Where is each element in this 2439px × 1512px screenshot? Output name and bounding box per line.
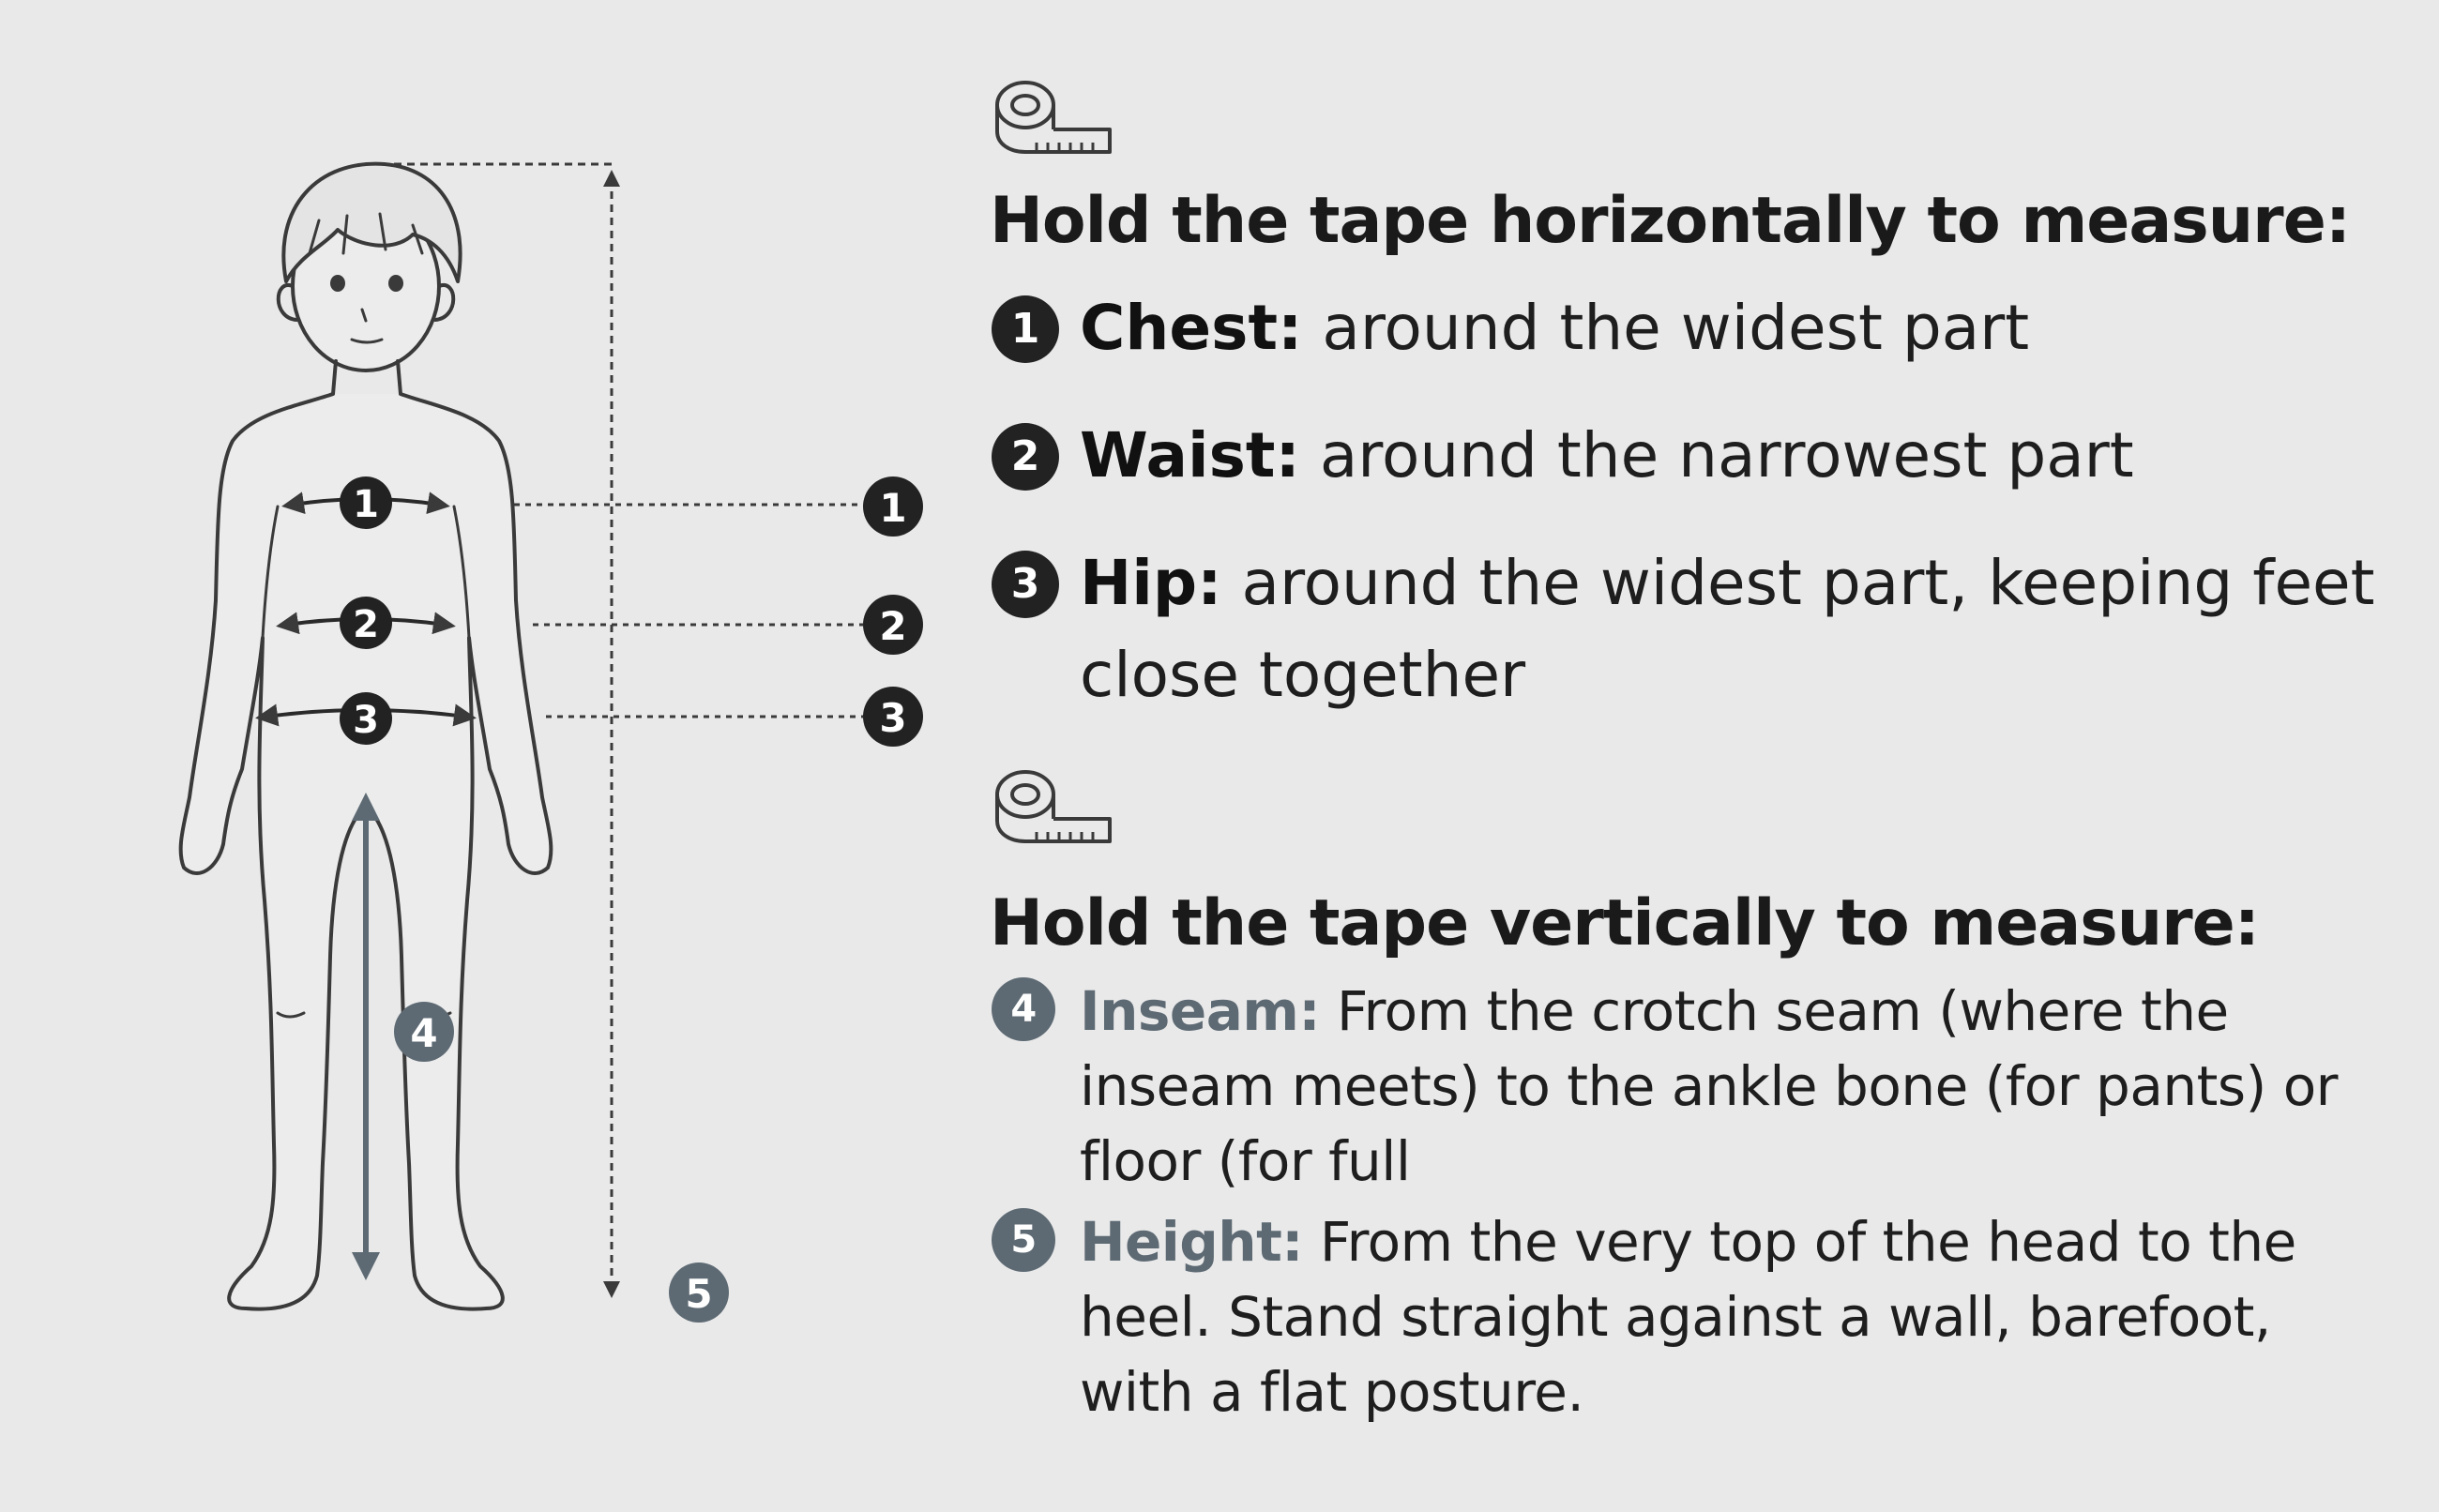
height-term: Height: [1080, 1210, 1303, 1274]
inseam-item [990, 974, 2378, 1199]
instructions-panel [990, 75, 2378, 1429]
marker-2-side [863, 595, 923, 655]
horizontal-heading: Hold the tape horizontally to measure: [990, 184, 2351, 258]
hip-term: Hip: [1080, 547, 1222, 619]
svg-text:3: 3 [353, 699, 379, 742]
vertical-heading: Hold the tape vertically to measure: [990, 886, 2259, 960]
measuring-tape-icon-vertical [990, 764, 1121, 849]
svg-text:5: 5 [685, 1271, 713, 1317]
inseam-description: From the crotch seam (where the inseam meets) to the ankle bone (for pants) or floor (for full [1080, 979, 2339, 1193]
chest-item [990, 282, 2378, 374]
svg-text:1: 1 [879, 485, 907, 531]
marker-5 [669, 1263, 729, 1323]
svg-text:1: 1 [353, 483, 379, 526]
height-item [990, 1204, 2378, 1429]
marker-2-body [340, 597, 392, 649]
marker-3-side [863, 687, 923, 747]
marker-1-side [863, 476, 923, 537]
svg-text:4: 4 [410, 1010, 438, 1056]
inseam-term: Inseam: [1080, 979, 1321, 1043]
waist-term: Waist: [1080, 419, 1300, 491]
chest-description: around the widest part [1302, 292, 2030, 364]
height-number-badge: 5 [992, 1208, 1055, 1272]
body-measurement-diagram [0, 0, 976, 1512]
svg-text:3: 3 [879, 695, 907, 741]
hip-number-badge: 3 [992, 551, 1059, 618]
leader-lines [514, 505, 863, 717]
marker-4 [394, 1002, 454, 1062]
marker-3-body [340, 692, 392, 745]
waist-item [990, 410, 2378, 502]
svg-text:2: 2 [353, 603, 379, 646]
height-description: From the very top of the head to the heel. Stand straight against a wall, barefoot, with a flat posture. [1080, 1210, 2296, 1424]
chest-number-badge: 1 [992, 295, 1059, 363]
hip-description: around the widest part, keeping feet close together [1080, 547, 2375, 711]
chest-term: Chest: [1080, 292, 1303, 364]
inseam-number-badge: 4 [992, 977, 1055, 1041]
hip-item [990, 537, 2378, 721]
waist-number-badge: 2 [992, 423, 1059, 491]
svg-text:2: 2 [879, 603, 907, 649]
measuring-tape-icon [990, 75, 1121, 159]
waist-description: around the narrowest part [1299, 419, 2134, 491]
marker-1-body [340, 476, 392, 529]
